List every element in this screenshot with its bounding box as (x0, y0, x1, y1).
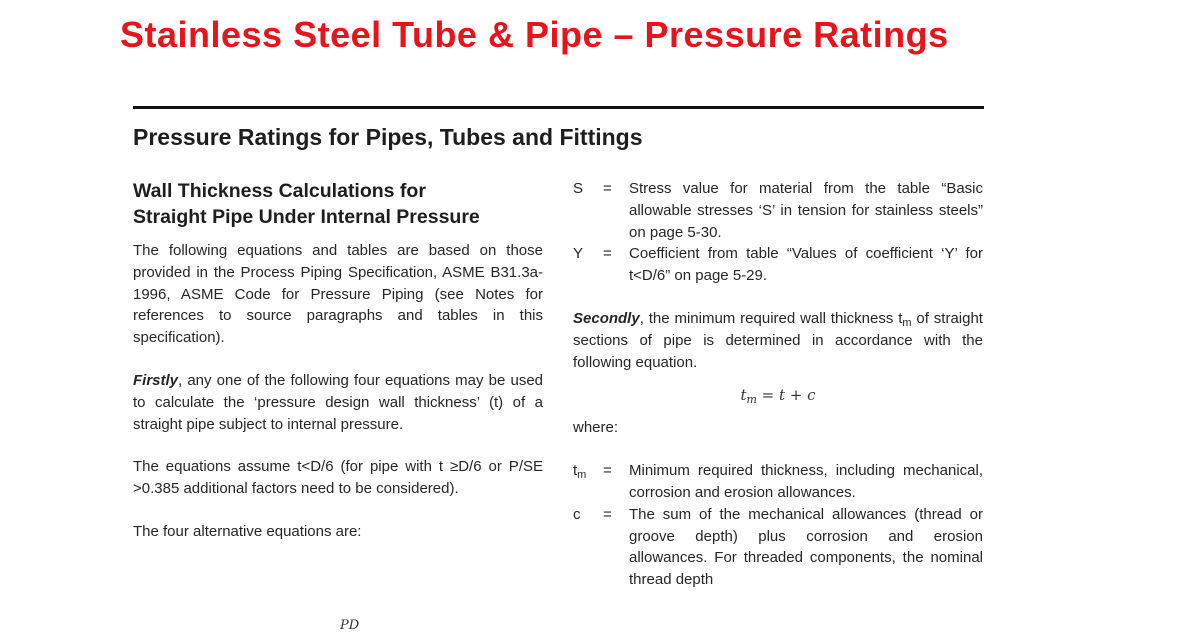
where-label: where: (573, 419, 619, 437)
definition-equals: = (603, 245, 612, 263)
secondly-subscript: m (902, 316, 912, 329)
secondly-text-a: , the minimum required wall thickness t (639, 309, 903, 327)
intro-paragraph: The following equations and tables are based on those provided in the Process Piping Specification, ASME B31.3a-1996, ASME Code for Pressure Piping (see Notes for references to source paragraphs and tables in this specification). (133, 242, 543, 347)
firstly-text: , any one of the following four equations may be used to calculate the ‘pressure design wall thickness’ (t) of a straight pipe subject to internal pressure. (133, 371, 543, 433)
top-rule (133, 106, 984, 109)
definition-text: Coefficient from table “Values of coefficient ‘Y’ for t<D/6” on page 5-29. (629, 245, 983, 285)
wall-thickness-equation (573, 373, 983, 417)
definition-symbol (573, 460, 603, 504)
definition-tm (573, 460, 983, 504)
firstly-paragraph (133, 370, 543, 435)
equation-lhs: t (740, 386, 747, 405)
document-title: Pressure Ratings for Pipes, Tubes and Fittings (133, 124, 643, 150)
secondly-lead: Secondly (573, 309, 640, 327)
definition-symbol-sub: m (577, 469, 587, 482)
definition-text: The sum of the mechanical allowances (thread or groove depth) plus corrosion and erosion allowances. For threaded components, the nominal thread depth (629, 505, 983, 589)
definition-symbol: c (573, 505, 581, 523)
banner-title: Stainless Steel Tube & Pipe – Pressure Ratings (120, 14, 949, 55)
definition-symbol: Y (573, 245, 584, 263)
definition-symbol: S (573, 180, 584, 197)
definition-text: Minimum required thickness, including mechanical, corrosion and erosion allowances. (629, 462, 983, 501)
equation-rhs: = t + c (756, 386, 816, 405)
definition-equals: = (603, 180, 612, 197)
firstly-lead: Firstly (133, 371, 179, 389)
section-heading-line-2: Straight Pipe Under Internal Pressure (133, 206, 480, 228)
assumption-paragraph: The equations assume t<D/6 (for pipe with t ≥D/6 or P/SE >0.385 additional factors need to be considered). (133, 458, 543, 498)
definition-c (573, 504, 983, 591)
definition-y (573, 243, 983, 287)
section-heading (133, 178, 543, 230)
left-column (133, 178, 543, 543)
equation-lhs-sub: m (746, 393, 757, 407)
definition-equals: = (603, 462, 612, 480)
definition-equals: = (603, 505, 612, 523)
definition-symbol-base: t (573, 462, 578, 480)
secondly-text-b: of straight sections of pipe is determined in accordance with the following equation. (573, 309, 983, 371)
section-heading-line-1: Wall Thickness Calculations for (133, 180, 426, 202)
equation-fragment: PD (340, 618, 360, 633)
alternatives-paragraph: The four alternative equations are: (133, 522, 362, 540)
secondly-paragraph (573, 308, 983, 373)
definition-s (573, 178, 983, 243)
definition-text: Stress value for material from the table “Basic allowable stresses ‘S’ in tension for stainless steels” on page 5-30. (629, 180, 983, 241)
right-column (573, 178, 983, 591)
